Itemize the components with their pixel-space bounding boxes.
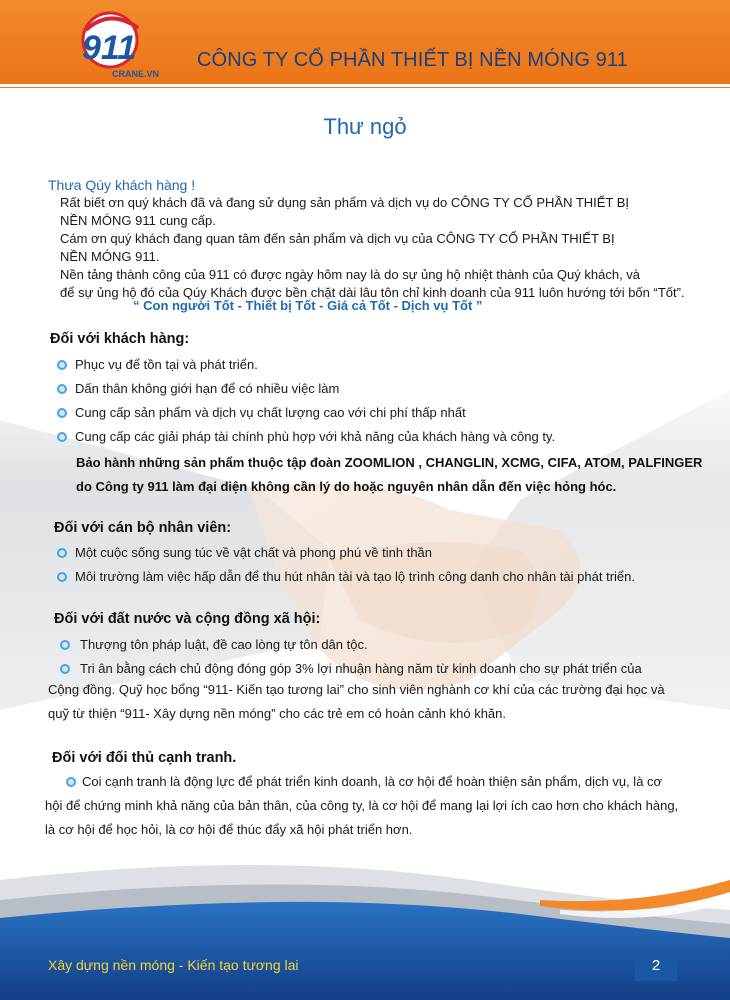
header-band [0,0,730,88]
list-item-text: Một cuộc sống sung túc về vật chất và phong phú về tinh thần [75,545,433,560]
list-item-text: Phục vụ để tồn tại và phát triển. [75,357,258,372]
logo-number: 911 [82,29,137,67]
list-item [60,636,642,660]
section-title-country: Đối với đất nước và cộng đồng xã hội: [54,611,321,627]
company-logo [72,10,172,82]
list-item-text: Dấn thân không giới hạn để có nhiều việc làm [75,381,340,396]
bullet-icon [60,664,70,674]
bullet-icon [57,408,67,418]
list-item [57,544,635,568]
greeting: Thưa Qúy khách hàng ! [48,177,196,193]
intro-line: để sự ủng hộ đó của Qúy Khách được bền chặt dài lâu tôn chỉ kinh doanh của 911 luôn hướng tới bốn “Tốt”. [60,285,685,300]
list-item-text: Thượng tôn pháp luật, đề cao lòng tự tôn dân tộc. [80,637,368,652]
paragraph-line: quỹ từ thiện “911- Xây dựng nền móng” cho các trẻ em có hoàn cảnh khó khăn. [48,706,506,721]
list-item [57,404,555,428]
footer-band [0,840,730,1000]
bullet-icon [57,384,67,394]
competitors-paragraph [45,794,678,842]
list-item-text: Cung cấp các giải pháp tài chính phù hợp với khả năng của khách hàng và công ty. [75,429,556,444]
list-item [57,356,555,380]
staff-list [57,544,635,592]
page-number: 2 [635,951,677,981]
intro-line: NỀN MÓNG 911 cung cấp. [60,213,216,228]
section-title-competitors: Đối với đối thủ cạnh tranh. [52,750,237,766]
list-item [57,428,555,452]
intro-paragraph [60,194,710,302]
motto: “ Con người Tốt - Thiết bị Tốt - Giá cả Tốt - Dịch vụ Tốt ” [133,298,483,313]
paragraph-line: Cộng đồng. Quỹ học bổng “911- Kiến tạo tương lai” cho sinh viên nghành cơ khí của các trường đại học và [48,682,665,697]
bullet-icon [66,777,76,787]
customers-list [57,356,555,452]
paragraph-line: hội để chứng minh khả năng của bản thân, của công ty, là cơ hội để mang lại lợi ích cao hơn cho khách hàng, [45,798,679,813]
footer-slogan: Xây dựng nền móng - Kiến tạo tương lai [48,957,299,973]
warranty-note [76,451,702,499]
warranty-note-line: Bảo hành những sản phẩm thuộc tập đoàn ZOOMLION , CHANGLIN, XCMG, CIFA, ATOM, PALFINGER [76,455,703,470]
intro-line: Nền tảng thành công của 911 có được ngày hôm nay là do sự ủng hộ nhiệt thành của Quý khách, và [60,267,641,282]
bullet-icon [57,360,67,370]
intro-line: Rất biết ơn quý khách đã và đang sử dụng sản phẩm và dịch vụ do CÔNG TY CỔ PHẦN THIẾT BỊ [60,195,630,210]
list-item-text: Cung cấp sản phẩm và dịch vụ chất lượng cao với chi phí thấp nhất [75,405,466,420]
list-item-text: Môi trường làm việc hấp dẫn để thu hút nhân tài và tạo lộ trình công danh cho nhân tài phát triển. [75,569,635,584]
list-item [57,568,635,592]
company-name: CÔNG TY CỔ PHẦN THIẾT BỊ NỀN MÓNG 911 [197,49,628,71]
country-list [60,636,642,684]
intro-line: Cám ơn quý khách đang quan tâm đến sản phẩm và dịch vụ của CÔNG TY CỔ PHẦN THIẾT BỊ [60,231,615,246]
bullet-icon [57,572,67,582]
bullet-icon [60,640,70,650]
page-title: Thư ngỏ [323,114,407,139]
list-item [57,380,555,404]
list-item-text: Tri ân bằng cách chủ động đóng góp 3% lợi nhuận hàng năm từ kinh doanh cho sự phát triển của [80,661,642,676]
bullet-icon [57,548,67,558]
section-title-customers: Đối với khách hàng: [50,331,190,347]
competitors-line-first: Coi cạnh tranh là động lực để phát triển kinh doanh, là cơ hội để hoàn thiện sản phẩm, dịch vụ, là cơ [82,774,663,789]
bullet-icon [57,432,67,442]
country-paragraph-continued [48,678,665,726]
paragraph-line: là cơ hội để học hỏi, là cơ hội để thúc đẩy xã hội phát triển hơn. [45,822,413,837]
warranty-note-line: do Công ty 911 làm đại diện không cần lý do hoặc nguyên nhân dẫn đến việc hỏng hóc. [76,479,617,494]
logo-subtext: CRANE.VN [112,69,160,79]
section-title-staff: Đối với cán bộ nhân viên: [54,520,232,536]
intro-line: NỀN MÓNG 911. [60,249,160,264]
